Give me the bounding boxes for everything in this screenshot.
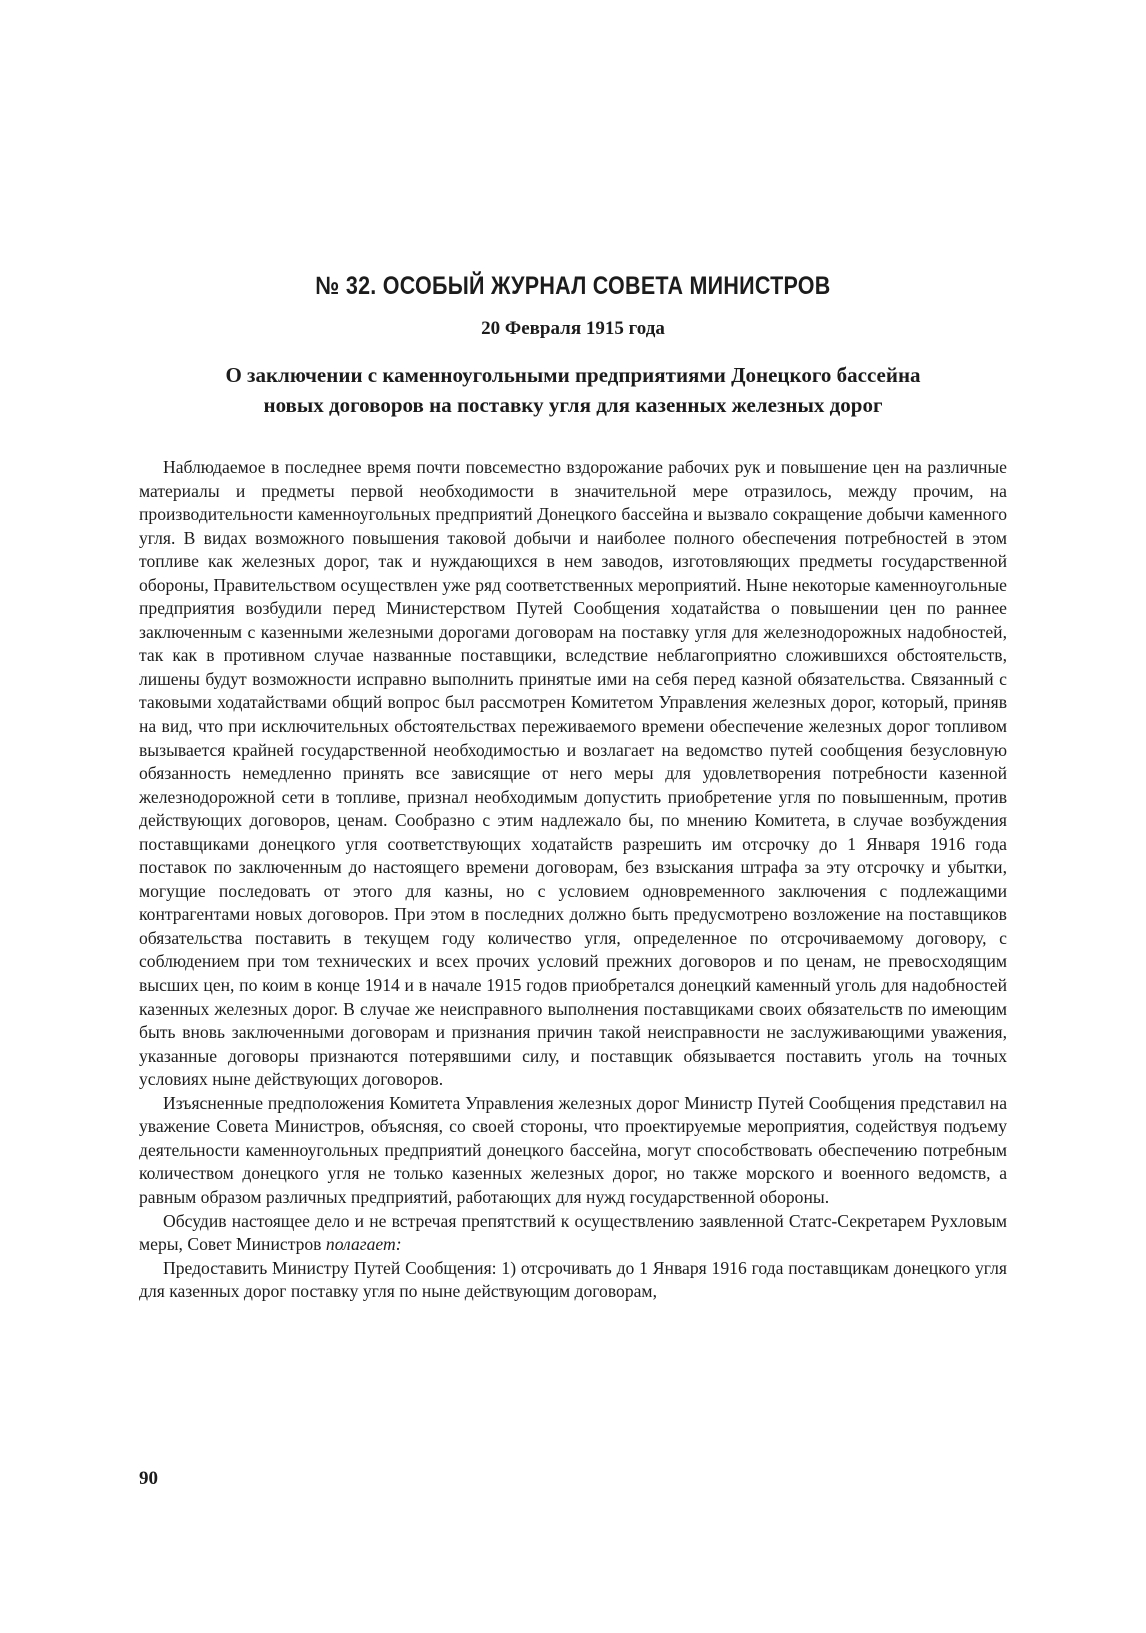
paragraph-2: Изъясненные предположения Комитета Управления железных дорог Министр Путей Сообщения представил на уважение Совета Министров, объясняя, со своей стороны, что проектируемые мероприятия, содействуя подъему деятельности каменноугольных предприятий донецкого бассейна, могут способствовать обеспечению потребным количеством донецкого угля не только казенных железных дорог, но также морского и военного ведомств, а равным образом различных предприятий, работающих для нужд государственной обороны.	[139, 1092, 1007, 1207]
paragraph-3-italic: полагает:	[325, 1234, 402, 1255]
subject-line-1: О заключении с каменноугольными предприятиями Донецкого бассейна	[225, 363, 921, 387]
paragraph-3	[139, 1210, 1007, 1257]
document-subject	[0, 360, 1146, 420]
document-title: № 32. ОСОБЫЙ ЖУРНАЛ СОВЕТА МИНИСТРОВ	[315, 272, 831, 300]
paragraph-1: Наблюдаемое в последнее время почти повсеместно вздорожание рабочих рук и повышение цен на различные материалы и предметы первой необходимости в значительной мере отразилось, между прочим, на производительности каменноугольных предприятий Донецкого бассейна и вызвало сокращение добычи каменного угля. В видах возможного повышения таковой добычи и наиболее полного обеспечения потребностей в этом топливе как железных дорог, так и нуждающихся в нем заводов, изготовляющих предметы государственной обороны, Правительством осуществлен уже ряд соответственных мероприятий. Ныне некоторые каменноугольные предприятия возбудили перед Министерством Путей Сообщения ходатайства о повышении цен по раннее заключенным с казенными железными дорогами договорам на поставку угля для железнодорожных надобностей, так как в противном случае названные поставщики, вследствие неблагоприятно сложившихся обстоятельств, лишены будут возможности исправно выполнить принятые ими на себя перед казной обязательства. Связанный с таковыми ходатайствами общий вопрос был рассмотрен Комитетом Управления железных дорог, который, приняв на вид, что при исключительных обстоятельствах переживаемого времени обеспечение железных дорог топливом вызывается крайней государственной необходимостью и возлагает на ведомство путей сообщения безусловную обязанность немедленно принять все зависящие от него меры для удовлетворения потребности казенной железнодорожной сети в топливе, признал необходимым допустить приобретение угля по повышенным, против действующих договоров, ценам. Сообразно с этим надлежало бы, по мнению Комитета, в случае возбуждения поставщиками донецкого угля соответствующих ходатайств разрешить им отсрочку до 1 Января 1916 года поставок по заключенным до настоящего времени договорам, без взыскания штрафа за эту отсрочку и убытки, могущие последовать от этого для казны, но с условием одновременного заключения с подлежащими контрагентами новых договоров. При этом в последних должно быть предусмотрено возложение на поставщиков обязательства поставить в текущем году количество угля, определенное по отсрочиваемому договору, с соблюдением при том технических и всех прочих условий прежних договоров и по ценам, не превосходящим высших цен, по коим в конце 1914 и в начале 1915 годов приобретался донецкий каменный уголь для надобностей казенных железных дорог. В случае же неисправного выполнения поставщиками своих обязательств по имеющим быть вновь заключенными договорам и признания причин такой неисправности не заслуживающими уважения, указанные договоры признаются потерявшими силу, и поставщик обязывается поставить уголь на точных условиях ныне действующих договоров.	[139, 457, 1007, 1090]
page-number: 90	[139, 1468, 158, 1489]
document-body	[139, 456, 1007, 1304]
paragraph-4: Предоставить Министру Путей Сообщения: 1) отсрочивать до 1 Января 1916 года поставщикам донецкого угля для казенных дорог поставку угля по ныне действующим договорам,	[139, 1257, 1007, 1302]
document-date: 20 Февраля 1915 года	[481, 318, 665, 339]
subject-line-2: новых договоров на поставку угля для казенных железных дорог	[263, 393, 883, 417]
paragraph-3-text: Обсудив настоящее дело и не встречая препятствий к осуществлению заявленной Статс-Секретарем Рухловым меры, Совет Министров	[139, 1210, 1007, 1255]
